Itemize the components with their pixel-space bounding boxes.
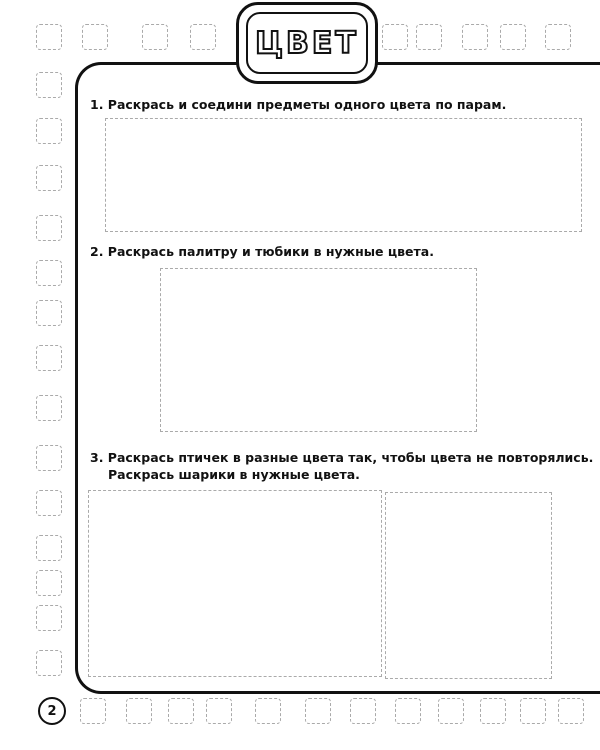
task-1-fruits-and-objects-illustration xyxy=(105,118,582,232)
wristwatch-icon xyxy=(416,24,442,50)
toy-train-icon xyxy=(80,698,106,724)
title-tab xyxy=(236,2,378,84)
apple-icon xyxy=(305,698,331,724)
cherries-icon xyxy=(36,395,62,421)
airplane-icon xyxy=(255,698,281,724)
robot-icon xyxy=(36,535,62,561)
banana-icon xyxy=(36,300,62,326)
toy-car-icon xyxy=(438,698,464,724)
banana-icon xyxy=(395,698,421,724)
ball-icon xyxy=(545,24,571,50)
airplane-icon xyxy=(36,165,62,191)
task-3-instruction-line-2: Раскрась шарики в нужные цвета. xyxy=(108,467,360,482)
task-3-instruction-line-1: 3. Раскрась птичек в разные цвета так, чтобы цвета не повторялись. xyxy=(90,450,594,465)
rocket-icon xyxy=(382,24,408,50)
crayons-icon xyxy=(36,490,62,516)
page-title: ЦВЕТ xyxy=(255,25,359,61)
task-1-instruction: 1. Раскрась и соедини предметы одного цвета по парам. xyxy=(90,97,507,112)
pyramid-toy-icon xyxy=(462,24,488,50)
task-2-palette-and-paint-tubes-illustration xyxy=(160,268,477,432)
scissors-icon xyxy=(350,698,376,724)
toy-blocks-icon xyxy=(142,24,168,50)
task-3-birds-on-branches-illustration xyxy=(88,490,382,677)
scissors-icon xyxy=(558,698,584,724)
pencil-icon xyxy=(36,72,62,98)
lemon-icon xyxy=(480,698,506,724)
wristwatch-icon xyxy=(126,698,152,724)
teddy-bear-icon xyxy=(36,24,62,50)
scissors-icon xyxy=(36,260,62,286)
task-3-balloons-illustration xyxy=(385,492,552,679)
page-number: 2 xyxy=(38,697,66,725)
crayons-icon xyxy=(168,698,194,724)
scissors-icon xyxy=(36,605,62,631)
cherries-icon xyxy=(520,698,546,724)
apple-icon xyxy=(36,215,62,241)
wristwatch-icon xyxy=(36,445,62,471)
toy-car-icon xyxy=(82,24,108,50)
toy-car-icon xyxy=(36,345,62,371)
pencil-icon xyxy=(36,650,62,676)
ball-icon xyxy=(36,118,62,144)
apple-icon xyxy=(190,24,216,50)
task-2-instruction: 2. Раскрась палитру и тюбики в нужные цвета. xyxy=(90,244,434,259)
cloud-icon xyxy=(500,24,526,50)
title-inner-frame xyxy=(246,12,368,74)
lemon-icon xyxy=(36,570,62,596)
ball-icon xyxy=(206,698,232,724)
